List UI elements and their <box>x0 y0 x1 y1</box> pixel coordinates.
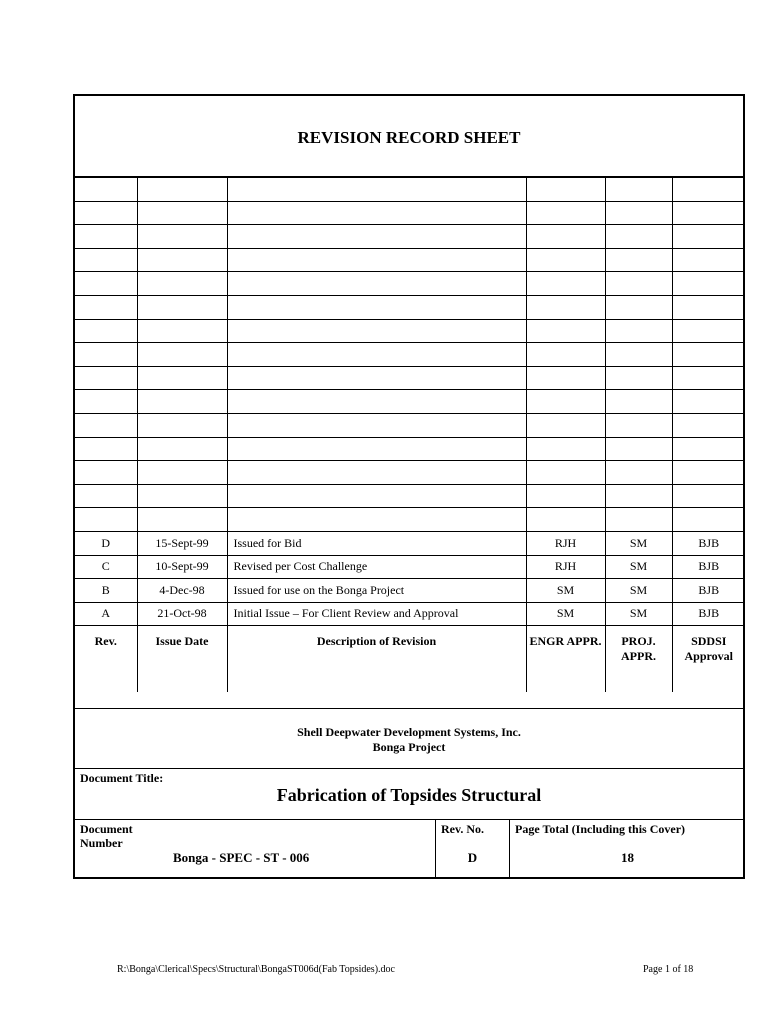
table-row <box>75 248 745 272</box>
company-name: Shell Deepwater Development Systems, Inc. <box>297 725 521 739</box>
engr-cell: SM <box>526 579 605 603</box>
description-cell: Issued for Bid <box>227 531 526 555</box>
proj-appr-header: PROJ. APPR. <box>605 626 672 693</box>
sddsi-approval-header: SDDSI Approval <box>672 626 745 693</box>
table-row <box>75 225 745 249</box>
rev-no-cell <box>436 820 510 879</box>
sddsi-cell: BJB <box>672 531 745 555</box>
sddsi-cell: BJB <box>672 602 745 626</box>
document-title-label: Document Title: <box>80 771 164 785</box>
page-total-cell <box>510 820 745 879</box>
rev-cell: C <box>75 555 137 579</box>
proj-cell: SM <box>605 555 672 579</box>
table-row <box>75 437 745 461</box>
proj-cell: SM <box>605 531 672 555</box>
engr-cell: RJH <box>526 555 605 579</box>
rev-cell: D <box>75 531 137 555</box>
engr-appr-header: ENGR APPR. <box>526 626 605 693</box>
page-total: 18 <box>621 850 634 865</box>
table-row <box>75 178 745 202</box>
engr-cell: SM <box>526 602 605 626</box>
table-row <box>75 461 745 485</box>
document-number: Bonga - SPEC - ST - 006 <box>173 850 310 865</box>
footer-page-number: Page 1 of 18 <box>643 964 694 975</box>
sheet-title: REVISION RECORD SHEET <box>297 128 521 147</box>
table-header-row <box>75 626 745 693</box>
table-row <box>75 484 745 508</box>
rev-no: D <box>467 850 478 865</box>
date-cell: 4-Dec-98 <box>137 579 227 603</box>
page-total-label: Page Total (Including this Cover) <box>515 822 686 836</box>
table-row <box>75 413 745 437</box>
rev-no-label: Rev. No. <box>441 822 484 836</box>
table-row <box>75 366 745 390</box>
table-row <box>75 272 745 296</box>
document-number-label: Document Number <box>80 822 133 850</box>
document-info-row <box>75 820 743 879</box>
title-box <box>75 96 743 177</box>
project-name: Bonga Project <box>372 740 446 754</box>
document-title-block <box>75 769 743 820</box>
table-row <box>75 508 745 532</box>
sddsi-cell: BJB <box>672 555 745 579</box>
description-header: Description of Revision <box>227 626 526 693</box>
company-block <box>75 708 743 769</box>
rev-header: Rev. <box>75 626 137 693</box>
table-row <box>75 343 745 367</box>
revision-table <box>75 177 745 692</box>
rev-cell: A <box>75 602 137 626</box>
issue-date-header: Issue Date <box>137 626 227 693</box>
footer-file-path: R:\Bonga\Clerical\Specs\Structural\BongaST006d(Fab Topsides).doc <box>117 964 395 975</box>
description-cell: Initial Issue – For Client Review and Approval <box>227 602 526 626</box>
document-title: Fabrication of Topsides Structural <box>276 785 542 805</box>
table-row <box>75 201 745 225</box>
table-row <box>75 555 745 579</box>
table-row <box>75 602 745 626</box>
date-cell: 15-Sept-99 <box>137 531 227 555</box>
revision-record-sheet <box>73 94 745 879</box>
table-row <box>75 531 745 555</box>
description-cell: Revised per Cost Challenge <box>227 555 526 579</box>
proj-cell: SM <box>605 579 672 603</box>
date-cell: 10-Sept-99 <box>137 555 227 579</box>
rev-cell: B <box>75 579 137 603</box>
document-number-cell <box>75 820 436 879</box>
engr-cell: RJH <box>526 531 605 555</box>
description-cell: Issued for use on the Bonga Project <box>227 579 526 603</box>
table-row <box>75 295 745 319</box>
proj-cell: SM <box>605 602 672 626</box>
table-row <box>75 319 745 343</box>
table-row <box>75 390 745 414</box>
sddsi-cell: BJB <box>672 579 745 603</box>
revision-table-body <box>75 178 745 693</box>
date-cell: 21-Oct-98 <box>137 602 227 626</box>
table-row <box>75 579 745 603</box>
